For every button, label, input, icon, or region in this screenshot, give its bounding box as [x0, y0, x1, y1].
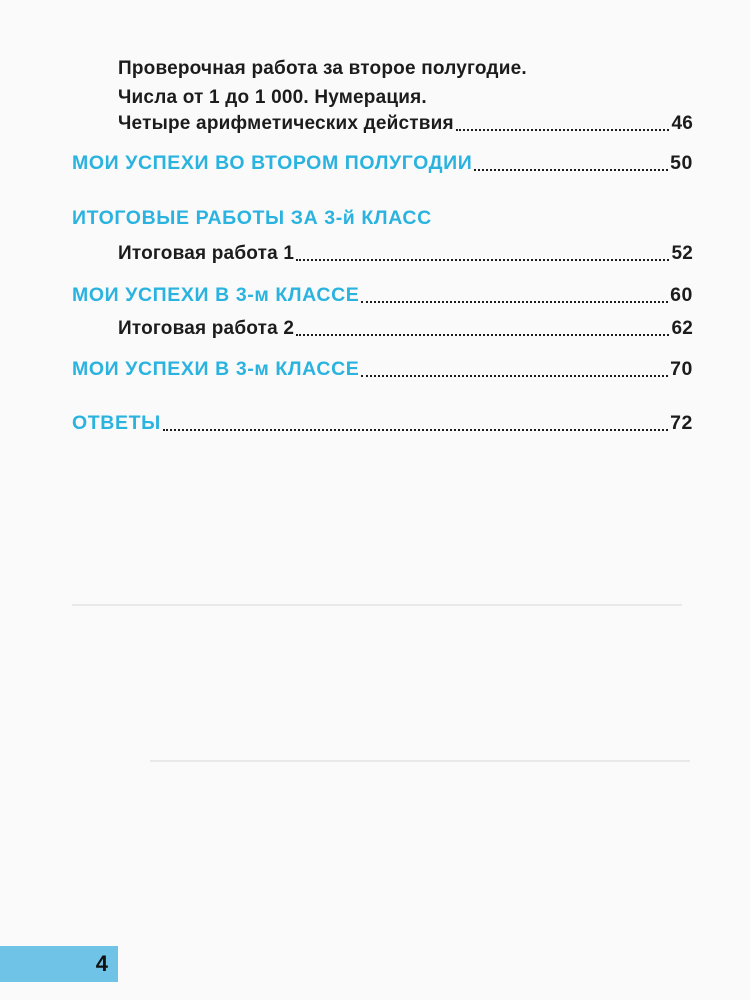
toc-entry-page: 50	[670, 152, 693, 174]
toc-entry-page: 60	[670, 284, 693, 306]
bleed-through-line	[150, 760, 690, 762]
dot-leader	[163, 429, 668, 431]
toc-entry-page: 46	[671, 113, 693, 134]
toc-section-title: ОТВЕТЫ	[72, 412, 161, 434]
dot-leader	[361, 375, 668, 377]
dot-leader	[361, 301, 668, 303]
toc-section-entry[interactable]	[72, 358, 693, 381]
page-number: 4	[95, 951, 108, 976]
toc-entry-title: Итоговая работа 1	[118, 243, 295, 264]
toc-section-heading: ИТОГОВЫЕ РАБОТЫ ЗА 3-й КЛАСС	[72, 207, 432, 229]
toc-entry-page: 62	[671, 318, 693, 339]
dot-leader	[474, 169, 668, 171]
dot-leader	[296, 334, 669, 336]
toc-section-title: МОИ УСПЕХИ В 3-м КЛАССЕ	[72, 284, 360, 306]
intro-line-1: Проверочная работа за второе полугодие.	[118, 58, 527, 79]
toc-entry-page: 52	[671, 243, 693, 264]
bleed-through-line	[72, 604, 682, 606]
toc-entry-title: Четыре арифметических действия	[118, 113, 454, 134]
toc-section-entry[interactable]	[72, 152, 693, 175]
dot-leader	[456, 129, 670, 131]
toc-entry[interactable]	[118, 113, 693, 135]
toc-entry-title: Итоговая работа 2	[118, 318, 295, 339]
toc-entry-page: 72	[670, 412, 693, 434]
toc-entry[interactable]	[118, 318, 693, 340]
toc-section-title: МОИ УСПЕХИ ВО ВТОРОМ ПОЛУГОДИИ	[72, 152, 473, 174]
page-number-tab	[0, 946, 118, 982]
toc-section-entry[interactable]	[72, 284, 693, 307]
toc-section-entry[interactable]	[72, 412, 693, 435]
toc-entry[interactable]	[118, 243, 693, 265]
dot-leader	[296, 259, 669, 261]
toc-entry-page: 70	[670, 358, 693, 380]
intro-line-2: Числа от 1 до 1 000. Нумерация.	[118, 87, 427, 108]
toc-section-title: МОИ УСПЕХИ В 3-м КЛАССЕ	[72, 358, 360, 380]
